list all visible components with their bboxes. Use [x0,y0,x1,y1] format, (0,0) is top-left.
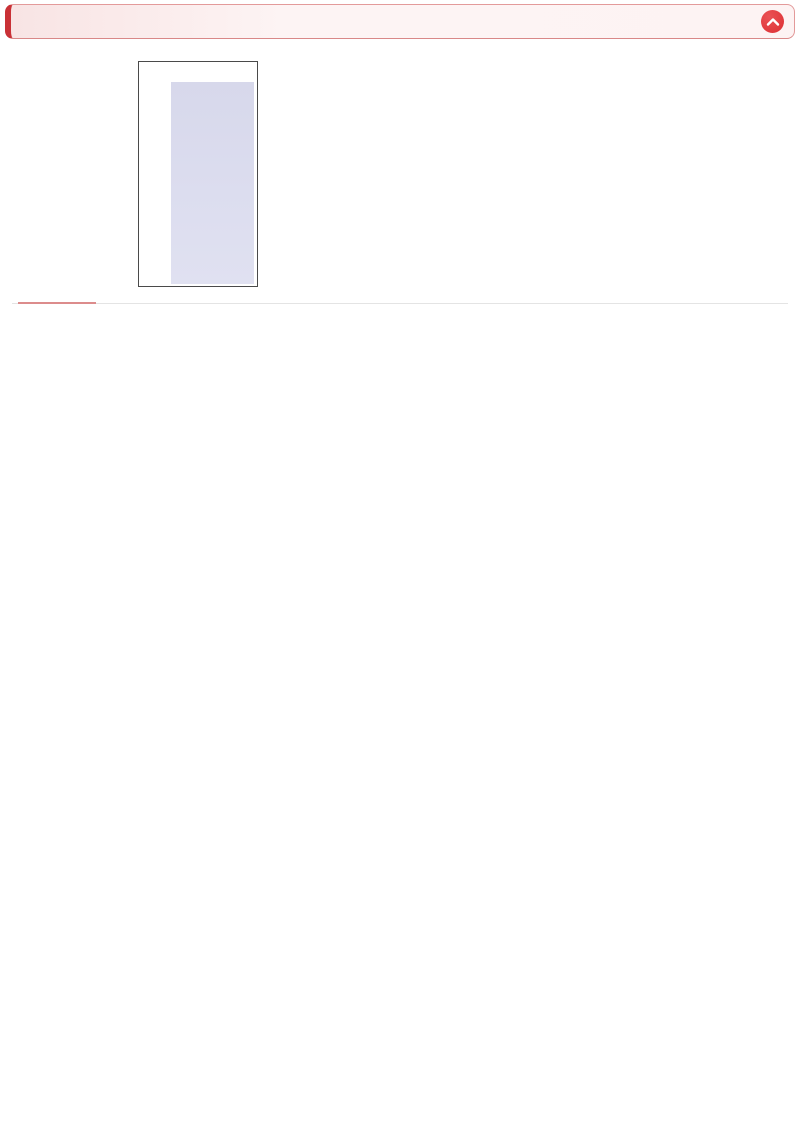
page-content [0,61,800,862]
elisa-charts-grid [12,330,788,862]
gel-box [138,61,258,287]
collapse-section-button[interactable] [761,10,784,33]
elisa-chart-glofitamab [418,596,798,826]
divider-accent [18,302,96,304]
chevron-up-icon [762,12,784,32]
elisa-chart-obinutuzumab [18,596,398,826]
data-display-header [5,4,795,39]
elisa-chart-ofatumumab [418,330,798,560]
section-divider [12,303,788,304]
elisa-chart-rituximab [18,330,398,560]
sds-page-gel-figure [138,61,788,287]
gel-area [171,82,254,284]
